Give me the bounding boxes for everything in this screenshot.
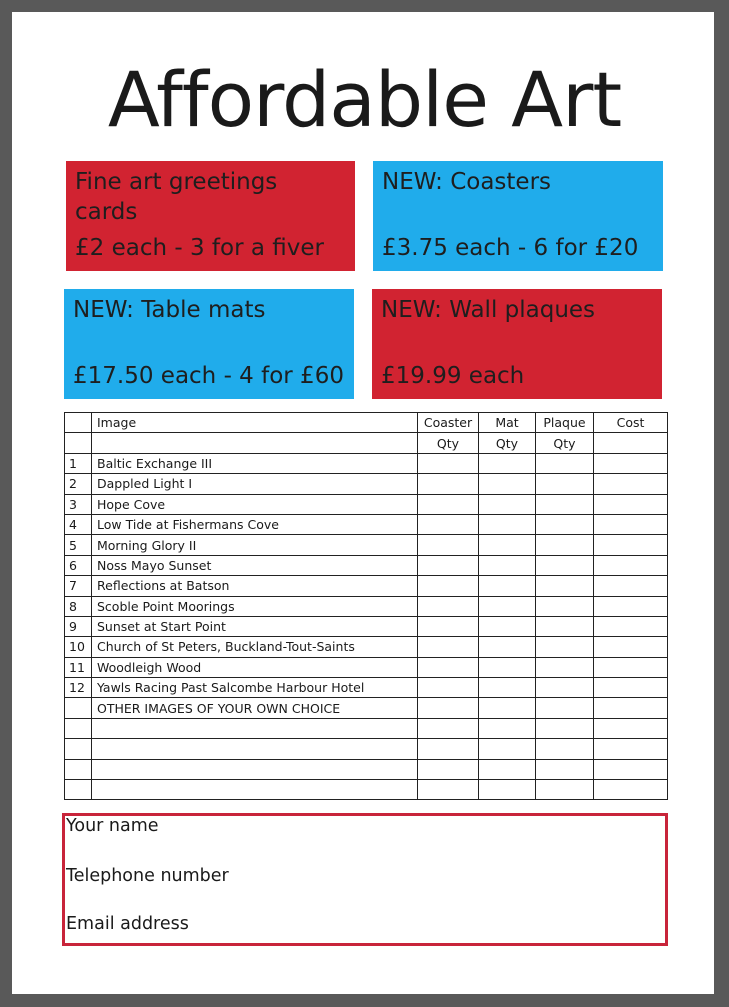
subheader-mat-qty: Qty [479,433,536,453]
product-heading: Fine art greetings cards [75,169,278,225]
row-number: 11 [65,657,92,677]
row-image-name: Church of St Peters, Buckland-Tout-Saints [92,637,418,657]
order-table [64,412,668,800]
header-number [65,413,92,433]
product-box-wall-plaques [372,289,662,399]
coaster-qty-cell[interactable] [418,780,479,800]
mat-qty-cell[interactable] [479,596,536,616]
mat-qty-cell[interactable] [479,576,536,596]
contact-details-box [62,813,668,946]
coaster-qty-cell[interactable] [418,494,479,514]
plaque-qty-cell[interactable] [536,780,594,800]
coaster-qty-cell[interactable] [418,514,479,534]
product-box-coasters [373,161,663,271]
table-subheader-row [65,433,668,453]
table-row [65,657,668,677]
mat-qty-cell[interactable] [479,616,536,636]
mat-qty-cell[interactable] [479,718,536,738]
table-row [65,637,668,657]
table-row [65,555,668,575]
header-mat: Mat [479,413,536,433]
row-image-name [92,759,418,779]
row-number: 8 [65,596,92,616]
cost-cell[interactable] [594,596,668,616]
row-image-name: Noss Mayo Sunset [92,555,418,575]
email-field[interactable]: Email address [66,914,189,934]
table-row [65,616,668,636]
table-row [65,514,668,534]
mat-qty-cell[interactable] [479,514,536,534]
telephone-field[interactable]: Telephone number [66,866,229,886]
cost-cell[interactable] [594,474,668,494]
row-number: 5 [65,535,92,555]
mat-qty-cell[interactable] [479,698,536,718]
row-number: 6 [65,555,92,575]
subheader-blank [92,433,418,453]
plaque-qty-cell[interactable] [536,453,594,473]
plaque-qty-cell[interactable] [536,759,594,779]
row-image-name: Yawls Racing Past Salcombe Harbour Hotel [92,678,418,698]
header-coaster: Coaster [418,413,479,433]
plaque-qty-cell[interactable] [536,514,594,534]
table-header-row [65,413,668,433]
table-row [65,718,668,738]
plaque-qty-cell[interactable] [536,718,594,738]
subheader-coaster-qty: Qty [418,433,479,453]
table-row [65,596,668,616]
plaque-qty-cell[interactable] [536,657,594,677]
row-number [65,780,92,800]
row-number: 1 [65,453,92,473]
coaster-qty-cell[interactable] [418,576,479,596]
row-image-name: Scoble Point Moorings [92,596,418,616]
mat-qty-cell[interactable] [479,739,536,759]
product-heading: NEW: Table mats [73,297,266,323]
coaster-qty-cell[interactable] [418,555,479,575]
cost-cell[interactable] [594,759,668,779]
cost-cell[interactable] [594,514,668,534]
subheader-plaque-qty: Qty [536,433,594,453]
plaque-qty-cell[interactable] [536,555,594,575]
row-number: 10 [65,637,92,657]
row-image-name: Baltic Exchange III [92,453,418,473]
cost-cell[interactable] [594,616,668,636]
row-image-name [92,780,418,800]
plaque-qty-cell[interactable] [536,739,594,759]
plaque-qty-cell[interactable] [536,637,594,657]
product-box-table-mats [64,289,354,399]
table-row [65,698,668,718]
table-row [65,780,668,800]
table-row [65,739,668,759]
row-number: 12 [65,678,92,698]
plaque-qty-cell[interactable] [536,474,594,494]
coaster-qty-cell[interactable] [418,596,479,616]
row-image-name: OTHER IMAGES OF YOUR OWN CHOICE [92,698,418,718]
name-field[interactable]: Your name [66,816,159,836]
row-image-name: Low Tide at Fishermans Cove [92,514,418,534]
cost-cell[interactable] [594,678,668,698]
product-price: £3.75 each - 6 for £20 [382,235,639,261]
table-row [65,535,668,555]
cost-cell[interactable] [594,535,668,555]
coaster-qty-cell[interactable] [418,718,479,738]
row-image-name: Sunset at Start Point [92,616,418,636]
mat-qty-cell[interactable] [479,453,536,473]
table-row [65,759,668,779]
coaster-qty-cell[interactable] [418,657,479,677]
mat-qty-cell[interactable] [479,678,536,698]
row-number [65,759,92,779]
row-image-name: Dappled Light I [92,474,418,494]
row-image-name: Hope Cove [92,494,418,514]
table-row [65,474,668,494]
row-number: 4 [65,514,92,534]
row-image-name: Morning Glory II [92,535,418,555]
product-box-greetings-cards [66,161,355,271]
row-image-name [92,718,418,738]
product-price: £2 each - 3 for a fiver [75,235,324,261]
cost-cell[interactable] [594,739,668,759]
row-image-name: Reflections at Batson [92,576,418,596]
row-number: 9 [65,616,92,636]
coaster-qty-cell[interactable] [418,453,479,473]
cost-cell[interactable] [594,780,668,800]
mat-qty-cell[interactable] [479,474,536,494]
mat-qty-cell[interactable] [479,780,536,800]
cost-cell[interactable] [594,718,668,738]
coaster-qty-cell[interactable] [418,739,479,759]
row-number [65,698,92,718]
coaster-qty-cell[interactable] [418,759,479,779]
mat-qty-cell[interactable] [479,494,536,514]
product-price: £17.50 each - 4 for £60 [73,363,344,389]
table-row [65,576,668,596]
plaque-qty-cell[interactable] [536,616,594,636]
table-row [65,678,668,698]
header-plaque: Plaque [536,413,594,433]
product-price: £19.99 each [381,363,525,389]
subheader-blank [594,433,668,453]
coaster-qty-cell[interactable] [418,616,479,636]
subheader-blank [65,433,92,453]
cost-cell[interactable] [594,657,668,677]
row-number: 7 [65,576,92,596]
cost-cell[interactable] [594,637,668,657]
cost-cell[interactable] [594,576,668,596]
table-row [65,494,668,514]
plaque-qty-cell[interactable] [536,576,594,596]
header-image: Image [92,413,418,433]
row-number [65,718,92,738]
header-cost: Cost [594,413,668,433]
row-number: 3 [65,494,92,514]
cost-cell[interactable] [594,453,668,473]
table-row [65,453,668,473]
coaster-qty-cell[interactable] [418,698,479,718]
row-image-name: Woodleigh Wood [92,657,418,677]
row-image-name [92,739,418,759]
mat-qty-cell[interactable] [479,657,536,677]
coaster-qty-cell[interactable] [418,535,479,555]
product-heading: NEW: Coasters [382,169,552,195]
row-number [65,739,92,759]
cost-cell[interactable] [594,494,668,514]
cost-cell[interactable] [594,698,668,718]
cost-cell[interactable] [594,555,668,575]
mat-qty-cell[interactable] [479,637,536,657]
coaster-qty-cell[interactable] [418,474,479,494]
mat-qty-cell[interactable] [479,759,536,779]
page-title: Affordable Art [107,55,622,144]
coaster-qty-cell[interactable] [418,678,479,698]
plaque-qty-cell[interactable] [536,596,594,616]
mat-qty-cell[interactable] [479,535,536,555]
plaque-qty-cell[interactable] [536,678,594,698]
coaster-qty-cell[interactable] [418,637,479,657]
row-number: 2 [65,474,92,494]
plaque-qty-cell[interactable] [536,535,594,555]
plaque-qty-cell[interactable] [536,698,594,718]
mat-qty-cell[interactable] [479,555,536,575]
product-heading: NEW: Wall plaques [381,297,596,323]
plaque-qty-cell[interactable] [536,494,594,514]
